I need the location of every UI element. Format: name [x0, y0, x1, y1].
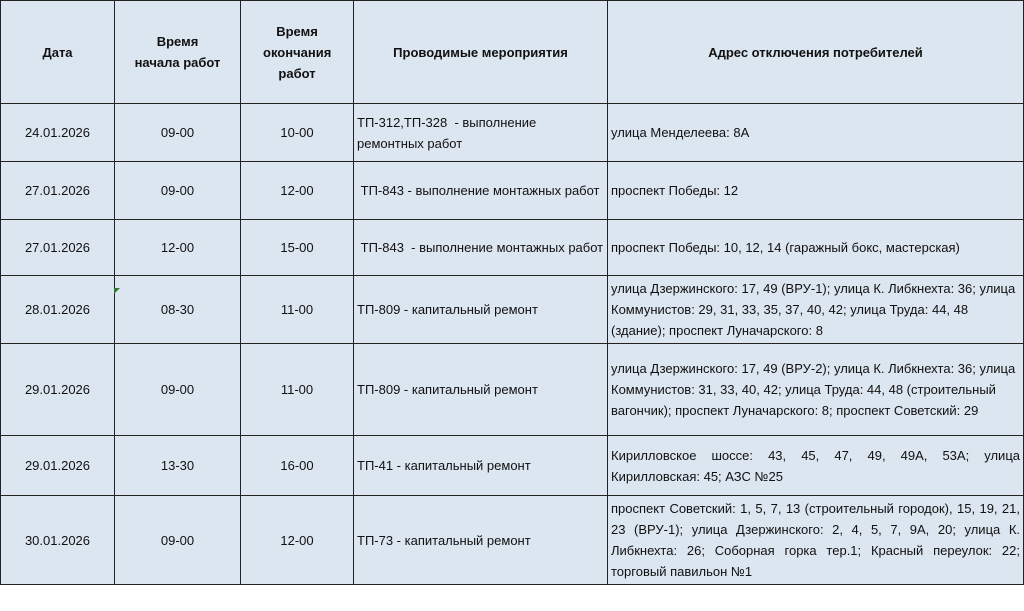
cell-work[interactable]: ТП-73 - капитальный ремонт [354, 496, 608, 585]
table-row [1, 104, 1024, 162]
cell-address[interactable]: проспект Советский: 1, 5, 7, 13 (строительный городок), 15, 19, 21, 23 (ВРУ-1); улица Дзержинского: 2, 4, 5, 7, 9А, 20; улица К. Либкнехта: 26; Соборная горка тер.1; Красный переулок: 22; торговый павильон №1 [608, 496, 1024, 585]
header-row [1, 1, 1024, 104]
cell-end-time[interactable]: 12-00 [241, 162, 354, 220]
table-row [1, 220, 1024, 276]
cell-end-time[interactable]: 15-00 [241, 220, 354, 276]
cell-work[interactable]: ТП-843 - выполнение монтажных работ [354, 220, 608, 276]
cell-address[interactable]: улица Дзержинского: 17, 49 (ВРУ-1); улица К. Либкнехта: 36; улица Коммунистов: 29, 31, 33, 35, 37, 40, 42; улица Труда: 44, 48 (здание); проспект Луначарского: 8 [608, 276, 1024, 344]
cell-address[interactable]: проспект Победы: 12 [608, 162, 1024, 220]
cell-work[interactable]: ТП-809 - капитальный ремонт [354, 344, 608, 436]
cell-address[interactable]: улица Менделеева: 8А [608, 104, 1024, 162]
cell-start-time[interactable]: 08-30 [115, 276, 241, 344]
table-row [1, 276, 1024, 344]
cell-end-time[interactable]: 10-00 [241, 104, 354, 162]
cell-date[interactable]: 27.01.2026 [1, 220, 115, 276]
cell-date[interactable]: 29.01.2026 [1, 436, 115, 496]
cell-end-time[interactable]: 11-00 [241, 276, 354, 344]
cell-start-time[interactable]: 09-00 [115, 496, 241, 585]
cell-comment-marker [114, 288, 120, 294]
cell-date[interactable]: 30.01.2026 [1, 496, 115, 585]
cell-start-time[interactable]: 12-00 [115, 220, 241, 276]
cell-start-time[interactable]: 13-30 [115, 436, 241, 496]
cell-work[interactable]: ТП-843 - выполнение монтажных работ [354, 162, 608, 220]
cell-work[interactable]: ТП-312,ТП-328 - выполнение ремонтных работ [354, 104, 608, 162]
table-row [1, 436, 1024, 496]
table-row [1, 344, 1024, 436]
cell-address[interactable]: улица Дзержинского: 17, 49 (ВРУ-2); улица К. Либкнехта: 36; улица Коммунистов: 31, 33, 40, 42; улица Труда: 44, 48 (строительный вагончик); проспект Луначарского: 8; проспект Советский: 29 [608, 344, 1024, 436]
header-work: Проводимые мероприятия [354, 1, 608, 104]
cell-end-time[interactable]: 16-00 [241, 436, 354, 496]
header-date: Дата [1, 1, 115, 104]
cell-date[interactable]: 28.01.2026 [1, 276, 115, 344]
cell-work[interactable]: ТП-41 - капитальный ремонт [354, 436, 608, 496]
cell-date[interactable]: 29.01.2026 [1, 344, 115, 436]
header-start-time: Время начала работ [115, 1, 241, 104]
cell-end-time[interactable]: 11-00 [241, 344, 354, 436]
table-row [1, 496, 1024, 585]
cell-start-time[interactable]: 09-00 [115, 344, 241, 436]
cell-address[interactable]: проспект Победы: 10, 12, 14 (гаражный бокс, мастерская) [608, 220, 1024, 276]
cell-address[interactable]: Кирилловское шоссе: 43, 45, 47, 49, 49А, 53А; улица Кирилловская: 45; АЗС №25 [608, 436, 1024, 496]
cell-start-time[interactable]: 09-00 [115, 104, 241, 162]
table-row [1, 162, 1024, 220]
cell-end-time[interactable]: 12-00 [241, 496, 354, 585]
cell-date[interactable]: 24.01.2026 [1, 104, 115, 162]
header-end-time: Время окончания работ [241, 1, 354, 104]
cell-date[interactable]: 27.01.2026 [1, 162, 115, 220]
header-address: Адрес отключения потребителей [608, 1, 1024, 104]
cell-start-time[interactable]: 09-00 [115, 162, 241, 220]
cell-work[interactable]: ТП-809 - капитальный ремонт [354, 276, 608, 344]
